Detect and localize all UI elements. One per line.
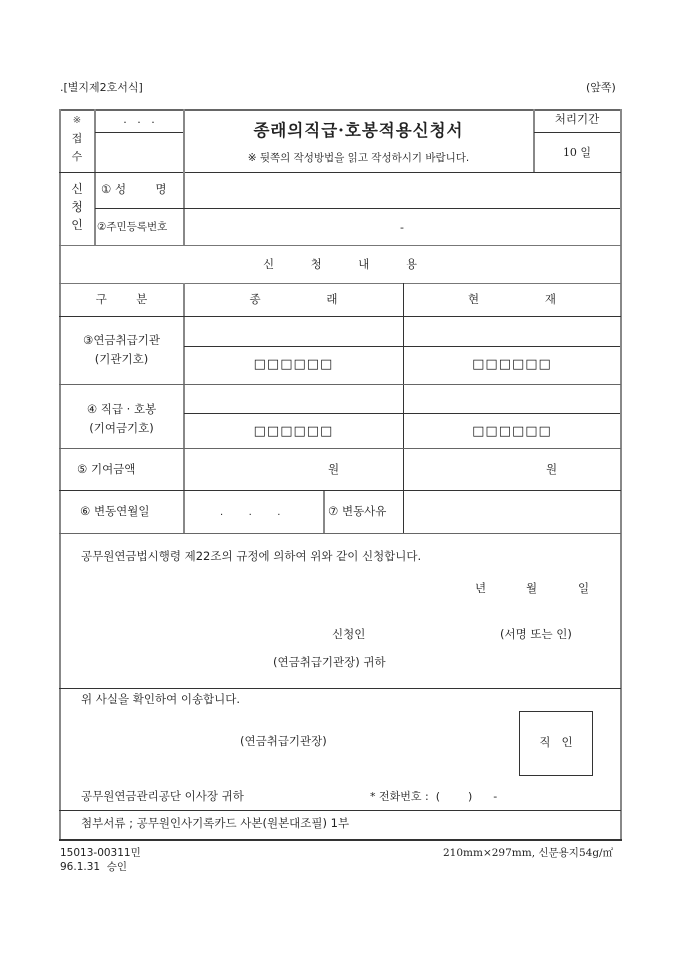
column-header-current: 현 재 (467, 292, 557, 306)
declaration-addressee: (연금취급기관장) 귀하 (273, 655, 386, 669)
divider (403, 283, 404, 490)
form-reference: .[별지제2호서식] (60, 81, 143, 94)
agency-head-label: (연금취급기관장) (240, 734, 327, 748)
applicant-label: 신 (71, 182, 83, 196)
receipt-number-field[interactable] (96, 134, 182, 171)
applicant-signer-label: 신청인 (332, 627, 366, 641)
change-reason-label: ⑦ 변동사유 (328, 504, 387, 518)
divider (94, 109, 96, 245)
previous-agency-field[interactable] (185, 318, 402, 345)
previous-grade-field[interactable] (185, 386, 402, 412)
name-label: ① 성 명 (101, 182, 167, 196)
divider (95, 132, 183, 133)
divider (59, 172, 621, 173)
divider (184, 413, 620, 414)
phone-number-field[interactable]: * 전화번호 : ( ) - (370, 790, 498, 803)
receipt-date-field[interactable]: . . . (123, 113, 155, 126)
confirmation-addressee: 공무원연금관리공단 이사장 귀하 (81, 789, 244, 803)
form-instruction: ※ 뒷쪽의 작성방법을 읽고 작성하시기 바랍니다. (247, 152, 470, 164)
divider (59, 384, 621, 385)
declaration-statement: 공무원연금법시행령 제22조의 규정에 의하여 위와 같이 신청합니다. (81, 549, 422, 563)
official-seal-box[interactable] (519, 711, 593, 776)
row-sublabel: (기관기호) (94, 352, 149, 366)
current-agency-code-boxes[interactable]: □□□□□□ (472, 357, 552, 372)
divider (95, 208, 620, 209)
divider (323, 490, 325, 533)
official-seal-label: 직 인 (539, 735, 573, 749)
row-label: ③연금취급기관 (83, 333, 160, 347)
form-title: 종래의직급·호봉적용신청서 (253, 121, 464, 140)
applicant-label: 인 (71, 218, 83, 232)
attachments-note: 첨부서류 ; 공무원인사기록카드 사본(원본대조필) 1부 (81, 816, 350, 830)
previous-currency-unit: 원 (328, 462, 340, 476)
divider (534, 132, 620, 133)
divider (59, 688, 621, 689)
paper-specification: 210mm×297mm, 신문용지54g/㎡ (443, 847, 614, 859)
processing-period-label: 처리기간 (554, 112, 600, 126)
form-top-border (59, 109, 621, 111)
form-number: 15013-00311민 (60, 847, 141, 859)
divider (59, 245, 621, 246)
current-currency-unit: 원 (546, 462, 558, 476)
divider (403, 490, 404, 533)
previous-contribution-code-boxes[interactable]: □□□□□□ (253, 424, 334, 439)
divider (59, 533, 621, 534)
day-label[interactable]: 일 (578, 581, 590, 595)
signature-field[interactable]: (서명 또는 인) (500, 627, 572, 641)
divider (59, 316, 621, 317)
processing-period-value: 10 일 (562, 146, 592, 159)
previous-agency-code-boxes[interactable]: □□□□□□ (253, 357, 334, 372)
current-contribution-code-boxes[interactable]: □□□□□□ (472, 424, 552, 439)
contribution-amount-label: ⑤ 기여금액 (77, 462, 136, 476)
row-sublabel: (기여금기호) (89, 421, 154, 435)
rrn-field[interactable]: - (400, 221, 404, 234)
receipt-label: 수 (71, 150, 83, 163)
receipt-label: 접 (71, 132, 83, 145)
column-header-category: 구 분 (95, 292, 148, 306)
form-right-border (620, 109, 622, 840)
column-header-previous: 종 래 (249, 292, 338, 306)
divider (59, 490, 621, 491)
divider (59, 283, 621, 284)
receipt-mark-icon: ※ (72, 115, 82, 126)
divider (184, 346, 620, 347)
change-date-label: ⑥ 변동연월일 (80, 504, 150, 518)
section-title: 신 청 내 용 (262, 257, 418, 271)
current-grade-field[interactable] (405, 386, 619, 412)
change-date-field[interactable]: . . . (220, 507, 281, 518)
name-field[interactable] (185, 174, 619, 207)
previous-contribution-amount-field[interactable] (185, 450, 325, 489)
month-label[interactable]: 월 (526, 581, 538, 595)
current-contribution-amount-field[interactable] (405, 450, 540, 489)
current-agency-field[interactable] (405, 318, 619, 345)
year-label[interactable]: 년 (475, 581, 487, 595)
change-reason-field[interactable] (405, 492, 619, 532)
approval-date: 96.1.31 승인 (60, 861, 128, 873)
rrn-label: ②주민등록번호 (97, 221, 168, 233)
divider (59, 448, 621, 449)
page-side-label: (앞쪽) (586, 81, 616, 94)
confirmation-statement: 위 사실을 확인하여 이송합니다. (81, 692, 241, 706)
divider (59, 810, 621, 811)
applicant-label: 청 (71, 200, 83, 214)
form-bottom-border (59, 839, 622, 841)
row-label: ④ 직급 · 호봉 (86, 402, 157, 416)
